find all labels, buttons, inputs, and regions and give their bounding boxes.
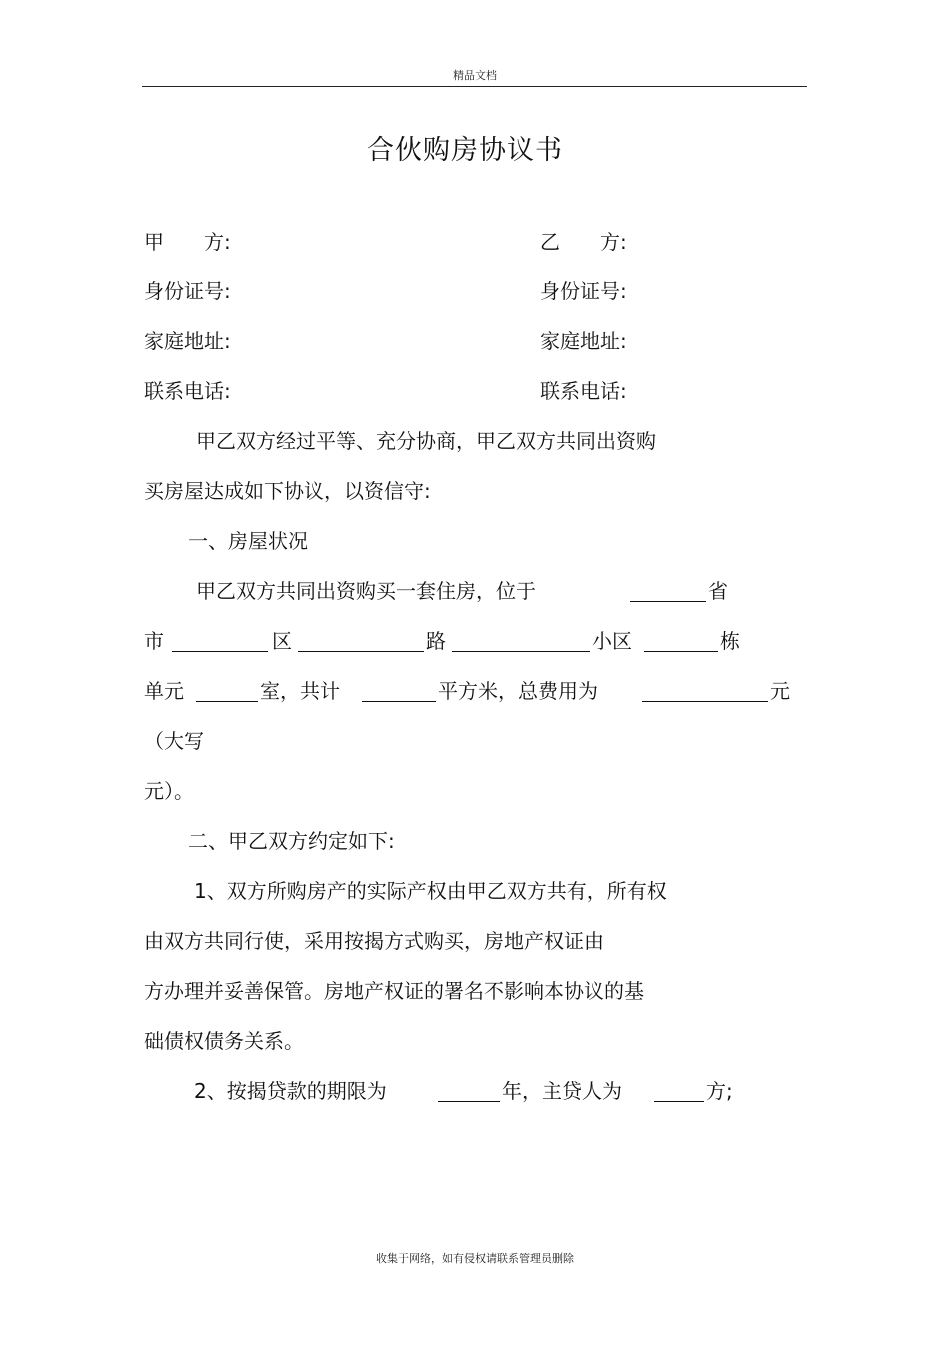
header-rule — [142, 86, 807, 87]
party-b-id-label: 身份证号: — [540, 279, 627, 303]
loan-term-blank — [438, 1081, 500, 1102]
capital-amount-end: 元）。 — [144, 779, 194, 803]
district-blank — [298, 631, 424, 652]
section-1-paragraph-1: 甲乙双方共同出资购买一套住房，位于 — [196, 579, 536, 603]
clause-2-prefix: 2、按揭贷款的期限为 — [194, 1079, 387, 1103]
loan-year-label: 年，主贷人为 — [502, 1079, 622, 1103]
road-blank — [452, 631, 590, 652]
party-a-label: 甲 方: — [144, 230, 231, 254]
area-cost-label: 平方米，总费用为 — [438, 679, 598, 703]
room-total-label: 室，共计 — [260, 679, 340, 703]
page-header-label: 精品文档 — [453, 69, 497, 82]
building-label: 栋 — [720, 629, 740, 653]
yuan-label: 元 — [770, 679, 790, 703]
party-a-phone-label: 联系电话: — [144, 379, 231, 403]
district-label: 区 — [272, 629, 292, 653]
capital-amount-label: （大写 — [144, 729, 204, 753]
clause-1-line-1: 1、双方所购房产的实际产权由甲乙双方共有，所有权 — [194, 879, 667, 903]
province-blank — [630, 581, 706, 602]
clause-1-line-3: 方办理并妥善保管。房地产权证的署名不影响本协议的基 — [144, 979, 644, 1003]
city-blank — [172, 631, 268, 652]
clause-1-line-4: 础债权债务关系。 — [144, 1029, 304, 1053]
section-2-heading: 二、甲乙双方约定如下: — [188, 829, 395, 853]
party-b-address-label: 家庭地址: — [540, 329, 627, 353]
party-a-id-label: 身份证号: — [144, 279, 231, 303]
section-1-heading: 一、房屋状况 — [188, 529, 308, 553]
party-a-address-label: 家庭地址: — [144, 329, 231, 353]
borrower-party-label: 方; — [706, 1079, 733, 1103]
page-footer: 收集于网络，如有侵权请联系管理员删除 — [376, 1252, 574, 1265]
area-blank — [362, 681, 436, 702]
intro-line-2: 买房屋达成如下协议，以资信守: — [144, 479, 431, 503]
room-blank — [196, 681, 258, 702]
unit-label: 单元 — [144, 679, 184, 703]
community-label: 小区 — [592, 629, 632, 653]
document-title: 合伙购房协议书 — [367, 135, 563, 166]
party-b-label: 乙 方: — [540, 230, 627, 254]
clause-1-line-2: 由双方共同行使，采用按揭方式购买，房地产权证由 — [144, 929, 604, 953]
province-label: 省 — [708, 579, 728, 603]
party-b-phone-label: 联系电话: — [540, 379, 627, 403]
road-label: 路 — [426, 629, 446, 653]
main-borrower-blank — [654, 1081, 704, 1102]
intro-line-1: 甲乙双方经过平等、充分协商，甲乙双方共同出资购 — [196, 429, 656, 453]
city-label: 市 — [144, 629, 164, 653]
cost-blank — [642, 681, 768, 702]
building-blank — [644, 631, 718, 652]
